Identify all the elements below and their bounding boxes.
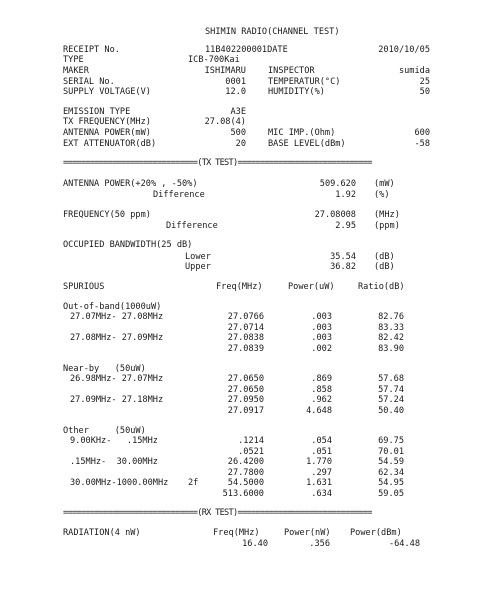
spurious-power: .003 bbox=[311, 323, 332, 333]
spurious-section-title: Out-of-band(1000uW) bbox=[63, 302, 162, 312]
spurious-power: .051 bbox=[311, 447, 332, 457]
antenna-power-setting-value: 500 bbox=[230, 128, 246, 138]
spurious-freq: 27.7800 bbox=[227, 468, 264, 478]
spurious-range: 9.00KHz- .15MHz bbox=[70, 436, 158, 446]
spurious-power: .634 bbox=[311, 489, 332, 499]
radiation-freq: 16.40 bbox=[242, 539, 268, 549]
spurious-power: 1.631 bbox=[306, 478, 332, 488]
spurious-freq: 27.0950 bbox=[227, 395, 264, 405]
bandwidth-label: OCCUPIED BANDWIDTH(25 dB) bbox=[63, 240, 193, 250]
humidity-value: 50 bbox=[419, 87, 430, 97]
spurious-col-power: Power(uW) bbox=[288, 282, 335, 292]
spurious-freq: 513.6000 bbox=[222, 489, 264, 499]
spurious-power: .003 bbox=[311, 333, 332, 343]
spurious-freq: 26.4200 bbox=[227, 457, 264, 467]
spurious-ratio: 54.95 bbox=[378, 478, 404, 488]
spurious-power: .869 bbox=[311, 374, 332, 384]
serial-label: SERIAL No. bbox=[63, 77, 115, 87]
spurious-ratio: 54.59 bbox=[378, 457, 404, 467]
inspector-label: INSPECTOR bbox=[268, 66, 315, 76]
report-date: 2010/10/05 bbox=[378, 45, 430, 55]
mic-imp-label: MIC IMP.(Ohm) bbox=[268, 128, 336, 138]
emission-type-value: A3E bbox=[230, 107, 246, 117]
spurious-ratio: 59.05 bbox=[378, 489, 404, 499]
radiation-dbm: -64.48 bbox=[388, 539, 420, 549]
spurious-ratio: 82.76 bbox=[378, 312, 404, 322]
spurious-range: 27.09MHz- 27.18MHz bbox=[70, 395, 164, 405]
inspector-value: sumida bbox=[398, 66, 430, 76]
spurious-ratio: 57.24 bbox=[378, 395, 404, 405]
spurious-range: 27.08MHz- 27.09MHz bbox=[70, 333, 164, 343]
rx-test-separator: ==============================(RX TEST)============================== bbox=[63, 508, 372, 518]
radiation-label: RADIATION(4 nW) bbox=[63, 528, 141, 538]
spurious-power: 4.648 bbox=[306, 406, 332, 416]
spurious-freq: .1214 bbox=[238, 436, 264, 446]
radiation-col-dbm: Power(dBm) bbox=[350, 528, 402, 538]
spurious-power: 1.770 bbox=[306, 457, 332, 467]
maker-label: MAKER bbox=[63, 66, 89, 76]
spurious-ratio: 69.75 bbox=[378, 436, 404, 446]
bandwidth-lower-unit: (dB) bbox=[374, 252, 395, 262]
type-label: TYPE bbox=[63, 55, 84, 65]
bandwidth-upper-unit: (dB) bbox=[374, 262, 395, 272]
spurious-freq: 27.0838 bbox=[227, 333, 264, 343]
emission-type-label: EMISSION TYPE bbox=[63, 107, 131, 117]
spurious-note: 2f bbox=[188, 478, 199, 488]
bandwidth-upper-value: 36.82 bbox=[330, 262, 356, 272]
spurious-ratio: 57.74 bbox=[378, 385, 404, 395]
report-title: SHIMIN RADIO(CHANNEL TEST) bbox=[205, 27, 340, 37]
spurious-section-title: Near-by (50uW) bbox=[63, 364, 146, 374]
antenna-power-value: 509.620 bbox=[319, 179, 356, 189]
antenna-power-label: ANTENNA POWER(+20% , -50%) bbox=[63, 179, 198, 189]
receipt-label: RECEIPT No. bbox=[63, 45, 120, 55]
spurious-ratio: 70.01 bbox=[378, 447, 404, 457]
spurious-power: .858 bbox=[311, 385, 332, 395]
humidity-label: HUMIDITY(%) bbox=[268, 87, 325, 97]
spurious-section-title: Other (50uW) bbox=[63, 426, 146, 436]
spurious-range: 27.07MHz- 27.08MHz bbox=[70, 312, 164, 322]
temperature-value: 25 bbox=[419, 77, 430, 87]
radiation-col-power: Power(nW) bbox=[284, 528, 331, 538]
spurious-range: 26.98MHz- 27.07MHz bbox=[70, 374, 164, 384]
spurious-freq: 27.0714 bbox=[227, 323, 264, 333]
type-value: ICB-700Kai bbox=[188, 55, 240, 65]
spurious-power: .054 bbox=[311, 436, 332, 446]
spurious-freq: 27.0650 bbox=[227, 374, 264, 384]
supply-voltage-label: SUPPLY VOLTAGE(V) bbox=[63, 87, 151, 97]
spurious-ratio: 82.42 bbox=[378, 333, 404, 343]
spurious-ratio: 50.40 bbox=[378, 406, 404, 416]
antenna-power-diff-label: Difference bbox=[153, 190, 205, 200]
tx-frequency-label: TX FREQUENCY(MHz) bbox=[63, 117, 151, 127]
spurious-ratio: 62.34 bbox=[378, 468, 404, 478]
frequency-unit: (MHz) bbox=[374, 210, 400, 220]
radiation-power: .356 bbox=[309, 539, 330, 549]
spurious-freq: 54.5000 bbox=[227, 478, 264, 488]
spurious-ratio: 83.90 bbox=[378, 344, 404, 354]
frequency-diff-value: 2.95 bbox=[335, 221, 356, 231]
receipt-value: 11B402200001DATE bbox=[205, 45, 288, 55]
spurious-range: 30.00MHz-1000.00MHz bbox=[70, 478, 169, 488]
spurious-freq: .0521 bbox=[238, 447, 264, 457]
bandwidth-upper-label: Upper bbox=[185, 262, 211, 272]
spurious-col-freq: Freq(MHz) bbox=[216, 282, 263, 292]
temperature-label: TEMPERATUR(°C) bbox=[268, 77, 341, 87]
antenna-power-diff-unit: (%) bbox=[374, 190, 390, 200]
supply-voltage-value: 12.0 bbox=[225, 87, 246, 97]
spurious-freq: 27.0766 bbox=[227, 312, 264, 322]
spurious-power: .297 bbox=[311, 468, 332, 478]
base-level-label: BASE LEVEL(dBm) bbox=[268, 139, 346, 149]
spurious-power: .962 bbox=[311, 395, 332, 405]
frequency-diff-label: Difference bbox=[166, 221, 218, 231]
ext-attenuator-label: EXT ATTENUATOR(dB) bbox=[63, 139, 157, 149]
spurious-ratio: 83.33 bbox=[378, 323, 404, 333]
spurious-freq: 27.0839 bbox=[227, 344, 264, 354]
radiation-col-freq: Freq(MHz) bbox=[213, 528, 260, 538]
ext-attenuator-value: 20 bbox=[235, 139, 246, 149]
spurious-freq: 27.0650 bbox=[227, 385, 264, 395]
frequency-diff-unit: (ppm) bbox=[374, 221, 400, 231]
spurious-label: SPURIOUS bbox=[63, 282, 105, 292]
tx-test-separator: ==============================(TX TEST)============================== bbox=[63, 158, 372, 168]
spurious-power: .003 bbox=[311, 312, 332, 322]
antenna-power-setting-label: ANTENNA POWER(mW) bbox=[63, 128, 151, 138]
bandwidth-lower-label: Lower bbox=[185, 252, 211, 262]
antenna-power-diff-value: 1.92 bbox=[335, 190, 356, 200]
tx-frequency-value: 27.08(4) bbox=[204, 117, 246, 127]
bandwidth-lower-value: 35.54 bbox=[330, 252, 356, 262]
base-level-value: -58 bbox=[414, 139, 430, 149]
spurious-ratio: 57.68 bbox=[378, 374, 404, 384]
frequency-value: 27.08008 bbox=[314, 210, 356, 220]
spurious-power: .002 bbox=[311, 344, 332, 354]
maker-value: ISHIMARU bbox=[204, 66, 246, 76]
serial-value: 0001 bbox=[225, 77, 246, 87]
spurious-range: .15MHz- 30.00MHz bbox=[70, 457, 158, 467]
spurious-freq: 27.0917 bbox=[227, 406, 264, 416]
spurious-col-ratio: Ratio(dB) bbox=[358, 282, 405, 292]
mic-imp-value: 600 bbox=[414, 128, 430, 138]
frequency-label: FREQUENCY(50 ppm) bbox=[63, 210, 151, 220]
antenna-power-unit: (mW) bbox=[374, 179, 395, 189]
